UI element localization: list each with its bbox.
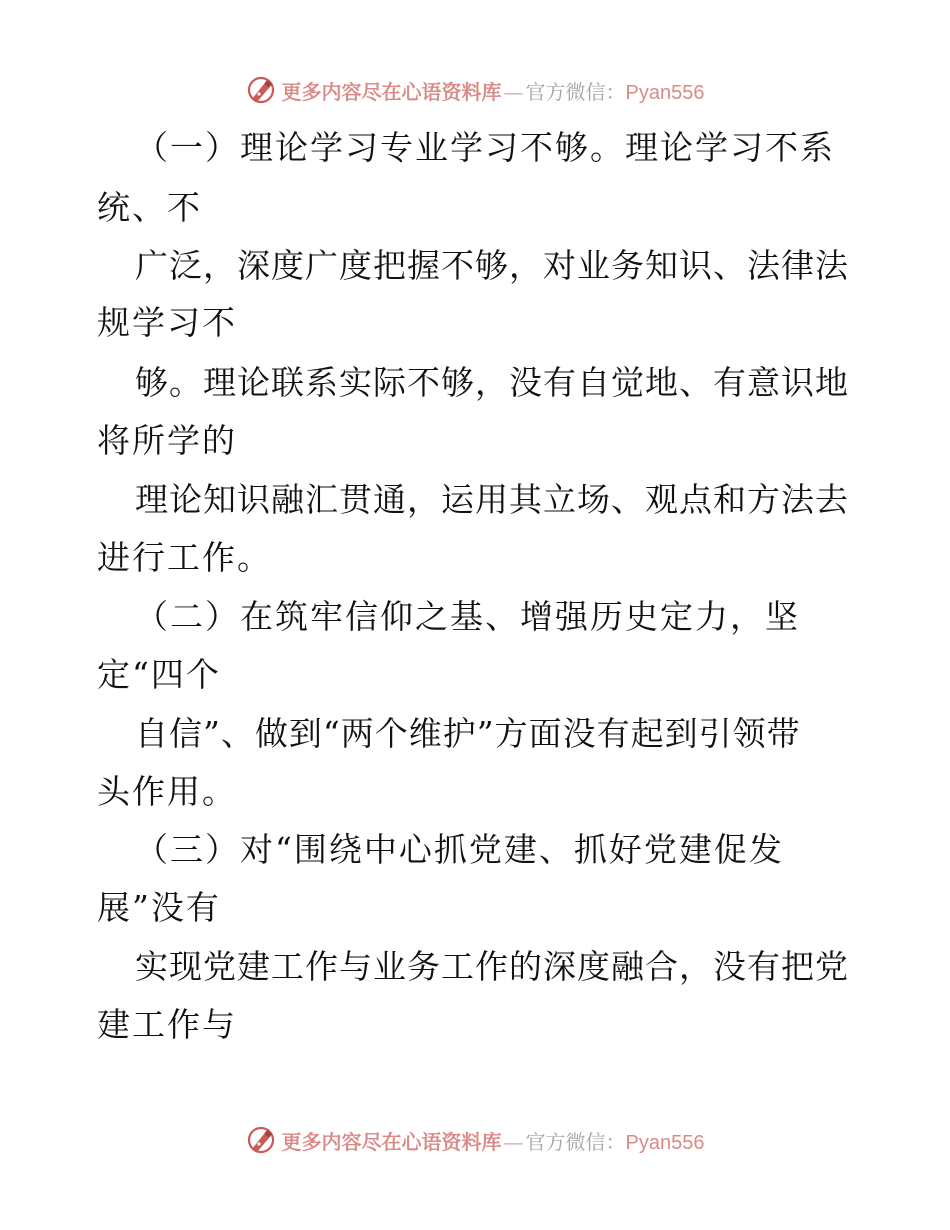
header-dash: — bbox=[503, 79, 524, 104]
header-text bbox=[282, 76, 705, 105]
body-line: 广泛，深度广度把握不够，对业务知识、法律法 bbox=[135, 246, 849, 285]
footer-wechat-id: Pyan556 bbox=[625, 1131, 705, 1154]
body-line: 实现党建工作与业务工作的深度融合，没有把党 bbox=[135, 947, 849, 986]
header-wechat-id: Pyan556 bbox=[625, 81, 705, 104]
header-site-text: 更多内容尽在心语资料库 bbox=[281, 79, 502, 104]
body-line: 展”没有 bbox=[97, 888, 221, 927]
footer-wechat-label: 官方微信： bbox=[525, 1129, 626, 1154]
footer-site-text: 更多内容尽在心语资料库 bbox=[281, 1129, 502, 1154]
body-line: 定“四个 bbox=[97, 655, 221, 694]
body-line: （一）理论学习专业学习不够。理论学习不系 bbox=[135, 128, 835, 167]
body-line: 将所学的 bbox=[97, 421, 237, 460]
body-line: 头作用。 bbox=[97, 772, 237, 811]
body-line: 够。理论联系实际不够，没有自觉地、有意识地 bbox=[135, 363, 849, 402]
body-line: 统、不 bbox=[97, 188, 202, 227]
body-line: 规学习不 bbox=[97, 303, 237, 342]
body-line: 自信”、做到“两个维护”方面没有起到引领带 bbox=[135, 714, 801, 753]
body-line: （二）在筑牢信仰之基、增强历史定力，坚 bbox=[135, 597, 800, 636]
body-line: 进行工作。 bbox=[97, 538, 272, 577]
header-wechat-label: 官方微信： bbox=[525, 79, 626, 104]
footer-banner bbox=[0, 1120, 950, 1160]
footer-dash: — bbox=[503, 1129, 524, 1154]
body-line: 建工作与 bbox=[97, 1005, 237, 1044]
body-line: （三）对“围绕中心抓党建、抓好党建促发 bbox=[135, 830, 784, 869]
pen-nib-logo-icon bbox=[246, 1125, 276, 1155]
footer-text bbox=[282, 1126, 705, 1155]
body-line: 理论知识融汇贯通，运用其立场、观点和方法去 bbox=[135, 480, 849, 519]
header-banner bbox=[0, 70, 950, 110]
pen-nib-logo-icon bbox=[246, 75, 276, 105]
